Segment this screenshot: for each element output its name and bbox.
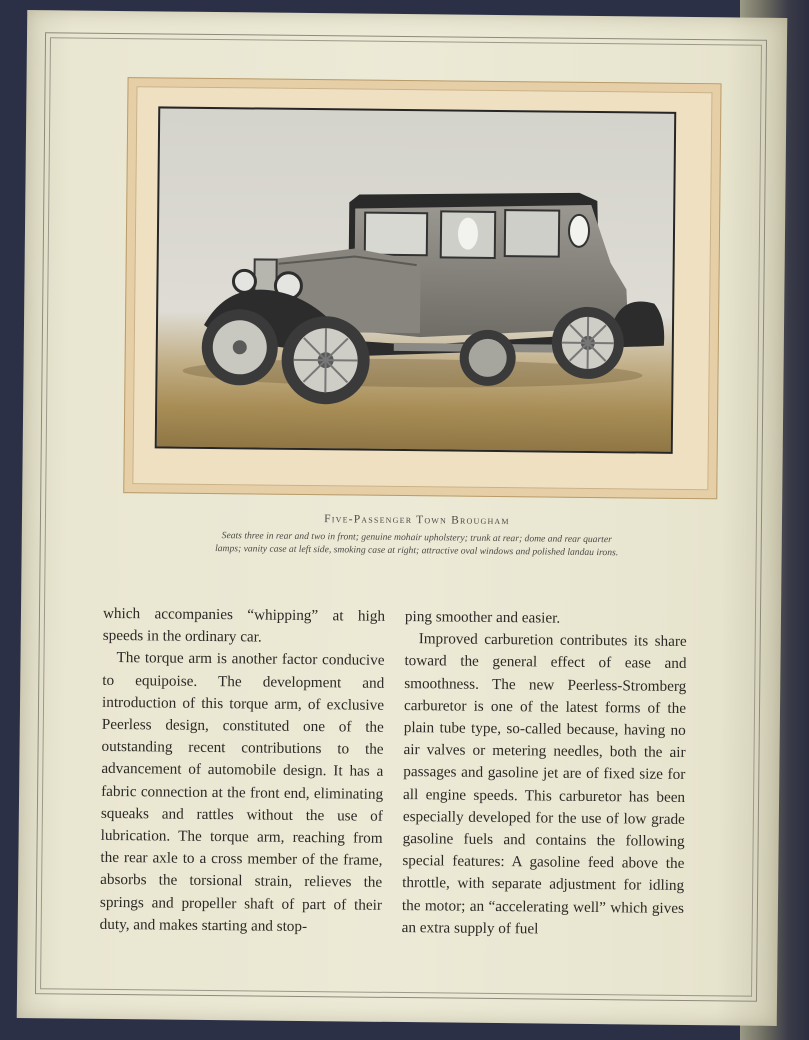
caption-body: Seats three in rear and two in front; genuine mohair upholstery; trunk at rear; dome and rear quarter lamps; vanity case at left side, smoking case at right; attractive oval windows and polished landau irons. (215, 530, 619, 558)
town-brougham-car-illustration (157, 108, 675, 451)
paragraph: Improved carburetion contributes its share toward the general effect of ease and smoothness. The new Peerless-Stromberg carburetor is one of the latest forms of the plain tube type, so-called because, having no air valves or metering needles, both the air passages and gasoline jet are of fixed size for all engine speeds. This carburetor has been especially developed for the use of low grade gasoline fuels and contains the following special features: A gasoline feed above the throttle, with separate adjustment for idling the motor; an “accelerating well” which gives an extra supply of fuel (401, 630, 687, 938)
paragraph: The torque arm is another factor conducive to equipoise. The development and introduction of this torque arm, of exclusive Peerless design, constituted one of the outstanding recent contributions to the advancement of automobile design. It has a fabric connection at the front end, eliminating squeaks and rattles without the use of lubrication. The torque arm, reaching from the rear axle to a cross member of the frame, absorbs the torsional strain, relieves the springs and propeller shaft of part of their duty, and makes starting and stop- (99, 649, 385, 935)
paragraph: ping smoother and easier. (404, 608, 561, 627)
paragraph: which accompanies “whipping” at high speeds in the ordinary car. (102, 604, 386, 646)
text-column-left (100, 603, 385, 939)
catalog-page (17, 10, 788, 1026)
car-photo (155, 106, 677, 453)
text-column-right (402, 606, 687, 942)
photo-caption (152, 511, 682, 560)
caption-title: Five-Passenger Town Brougham (324, 513, 510, 528)
photo-mat (123, 77, 721, 499)
